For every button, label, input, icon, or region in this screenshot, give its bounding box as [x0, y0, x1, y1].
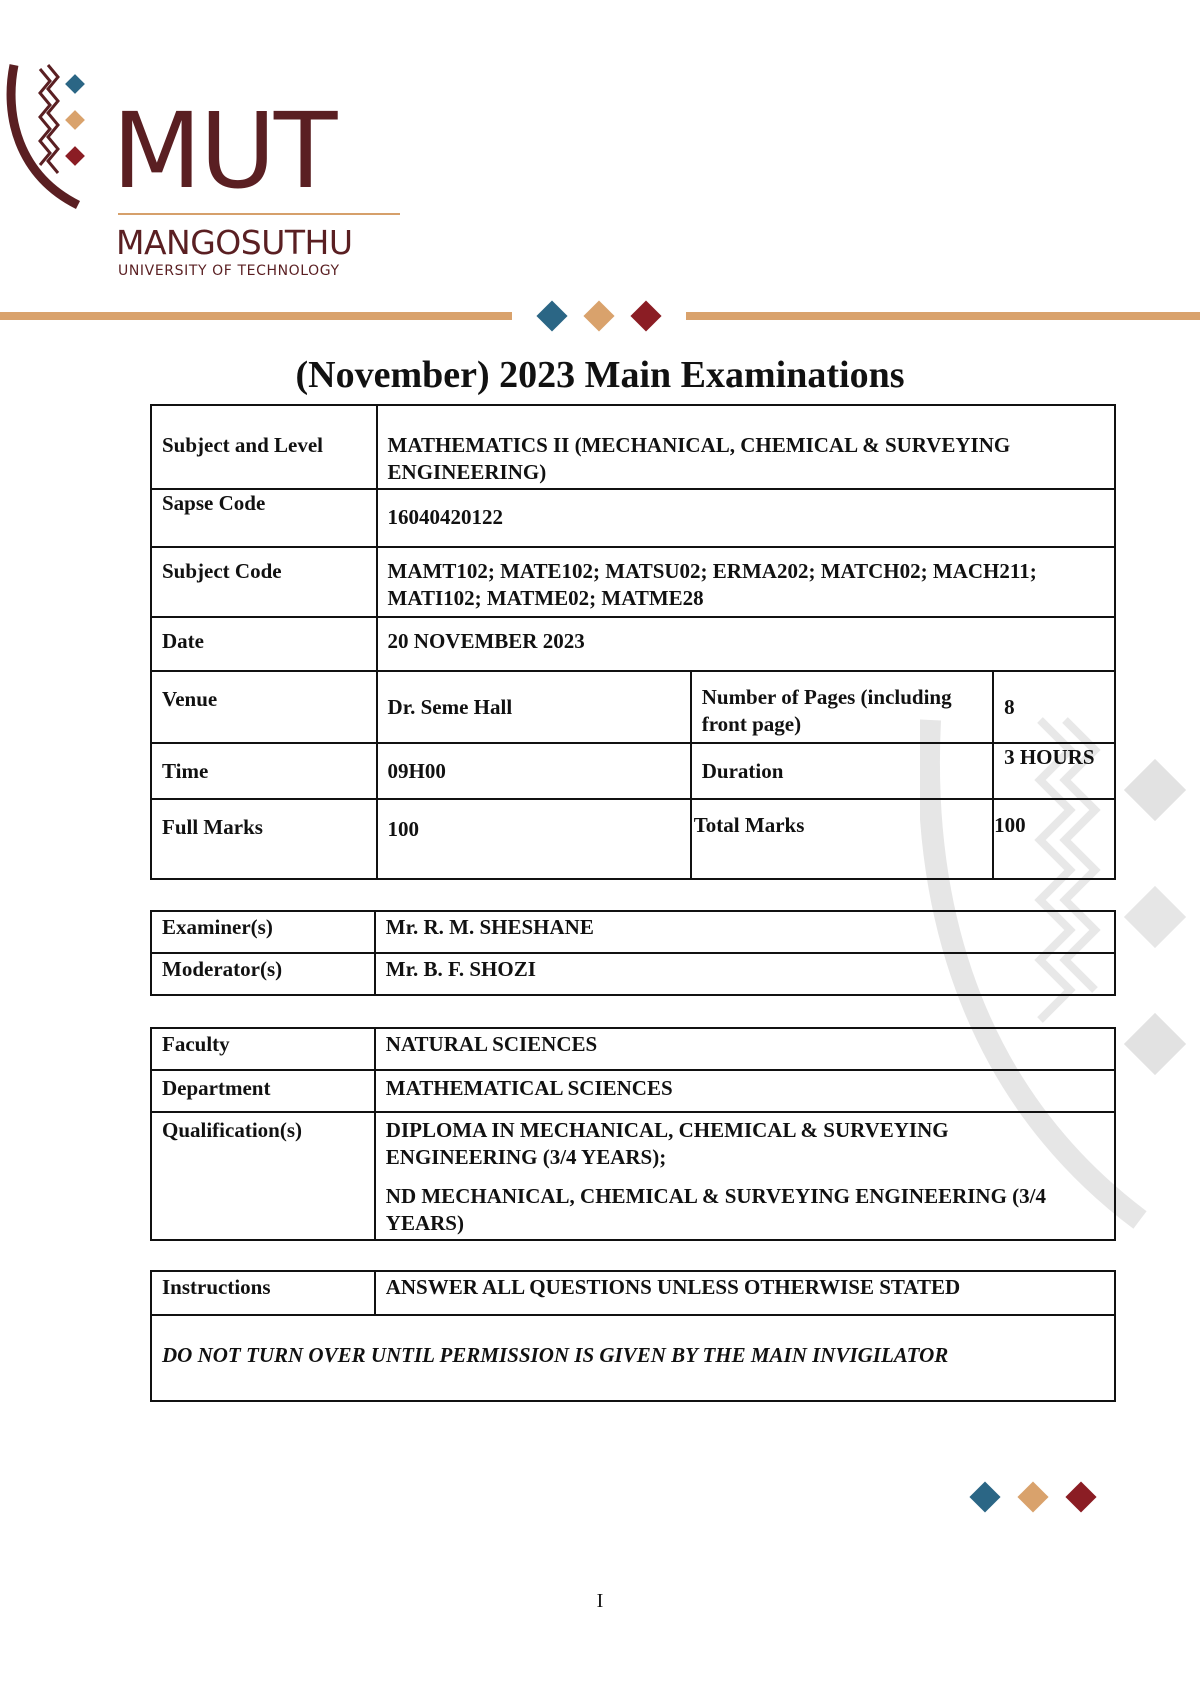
invigilator-notice: DO NOT TURN OVER UNTIL PERMISSION IS GIVEN BY THE MAIN INVIGILATOR	[151, 1315, 1115, 1401]
subject-code-label: Subject Code	[151, 547, 377, 617]
logo-divider	[118, 213, 400, 215]
table-row	[151, 547, 1115, 617]
header-bar-left	[0, 312, 512, 320]
subject-level-value: MATHEMATICS II (MECHANICAL, CHEMICAL & SURVEYING ENGINEERING)	[377, 405, 1115, 489]
tan-diamond-icon	[1017, 1481, 1048, 1512]
faculty-value: NATURAL SCIENCES	[375, 1028, 1115, 1070]
header-bar-right	[686, 312, 1200, 320]
table-row	[151, 405, 1115, 489]
examiner-label: Examiner(s)	[151, 911, 375, 953]
table-row	[151, 489, 1115, 547]
table-row	[151, 1070, 1115, 1112]
table-row	[151, 1028, 1115, 1070]
red-diamond-icon	[1065, 1481, 1096, 1512]
qualification-value-1: DIPLOMA IN MECHANICAL, CHEMICAL & SURVEYING ENGINEERING (3/4 YEARS);	[385, 1118, 949, 1169]
instructions-table	[150, 1270, 1116, 1402]
moderator-label: Moderator(s)	[151, 953, 375, 995]
venue-value: Dr. Seme Hall	[377, 671, 691, 743]
instructions-value: ANSWER ALL QUESTIONS UNLESS OTHERWISE STATED	[375, 1271, 1115, 1315]
faculty-label: Faculty	[151, 1028, 375, 1070]
page-number: I	[596, 1590, 604, 1612]
exam-title: (November) 2023 Main Examinations	[295, 354, 905, 396]
date-label: Date	[151, 617, 377, 671]
total-marks-value: 100	[993, 799, 1115, 879]
time-label: Time	[151, 743, 377, 799]
sapse-code-label: Sapse Code	[151, 489, 377, 547]
tan-diamond-icon	[583, 300, 614, 331]
qualification-value-2: ND MECHANICAL, CHEMICAL & SURVEYING ENGINEERING (3/4 YEARS)	[385, 1184, 1047, 1235]
department-label: Department	[151, 1070, 375, 1112]
department-value: MATHEMATICAL SCIENCES	[375, 1070, 1115, 1112]
moderator-value: Mr. B. F. SHOZI	[375, 953, 1115, 995]
pages-label: Number of Pages (including front page)	[691, 671, 993, 743]
table-row	[151, 743, 1115, 799]
full-marks-label: Full Marks	[151, 799, 377, 879]
teal-diamond-icon	[536, 300, 567, 331]
logo-subtitle: UNIVERSITY OF TECHNOLOGY	[118, 263, 340, 279]
table-row	[151, 1112, 1115, 1240]
red-diamond-icon	[630, 300, 661, 331]
duration-label: Duration	[691, 743, 993, 799]
faculty-table	[150, 1027, 1116, 1241]
qualification-label: Qualification(s)	[151, 1112, 375, 1240]
subject-code-value: MAMT102; MATE102; MATSU02; ERMA202; MATCH02; MACH211; MATI102; MATME02; MATME28	[377, 547, 1115, 617]
sapse-code-value: 16040420122	[377, 489, 1115, 547]
subject-level-label: Subject and Level	[151, 405, 377, 489]
pages-value: 8	[993, 671, 1115, 743]
time-value: 09H00	[377, 743, 691, 799]
staff-table	[150, 910, 1116, 996]
logo-emblem-icon	[0, 55, 110, 235]
duration-value: 3 HOURS	[993, 743, 1115, 799]
exam-details-table	[150, 404, 1116, 880]
table-row	[151, 617, 1115, 671]
instructions-label: Instructions	[151, 1271, 375, 1315]
table-row	[151, 953, 1115, 995]
table-row	[151, 799, 1115, 879]
table-row	[151, 1271, 1115, 1315]
table-row	[151, 1315, 1115, 1401]
date-value: 20 NOVEMBER 2023	[377, 617, 1115, 671]
total-marks-label: Total Marks	[691, 799, 993, 879]
logo-acronym: MUT	[112, 90, 336, 212]
qualification-cell	[375, 1112, 1115, 1240]
logo-name: MANGOSUTHU	[116, 223, 353, 262]
teal-diamond-icon	[969, 1481, 1000, 1512]
full-marks-value: 100	[377, 799, 691, 879]
venue-label: Venue	[151, 671, 377, 743]
table-row	[151, 671, 1115, 743]
university-logo	[0, 55, 420, 279]
examiner-value: Mr. R. M. SHESHANE	[375, 911, 1115, 953]
table-row	[151, 911, 1115, 953]
